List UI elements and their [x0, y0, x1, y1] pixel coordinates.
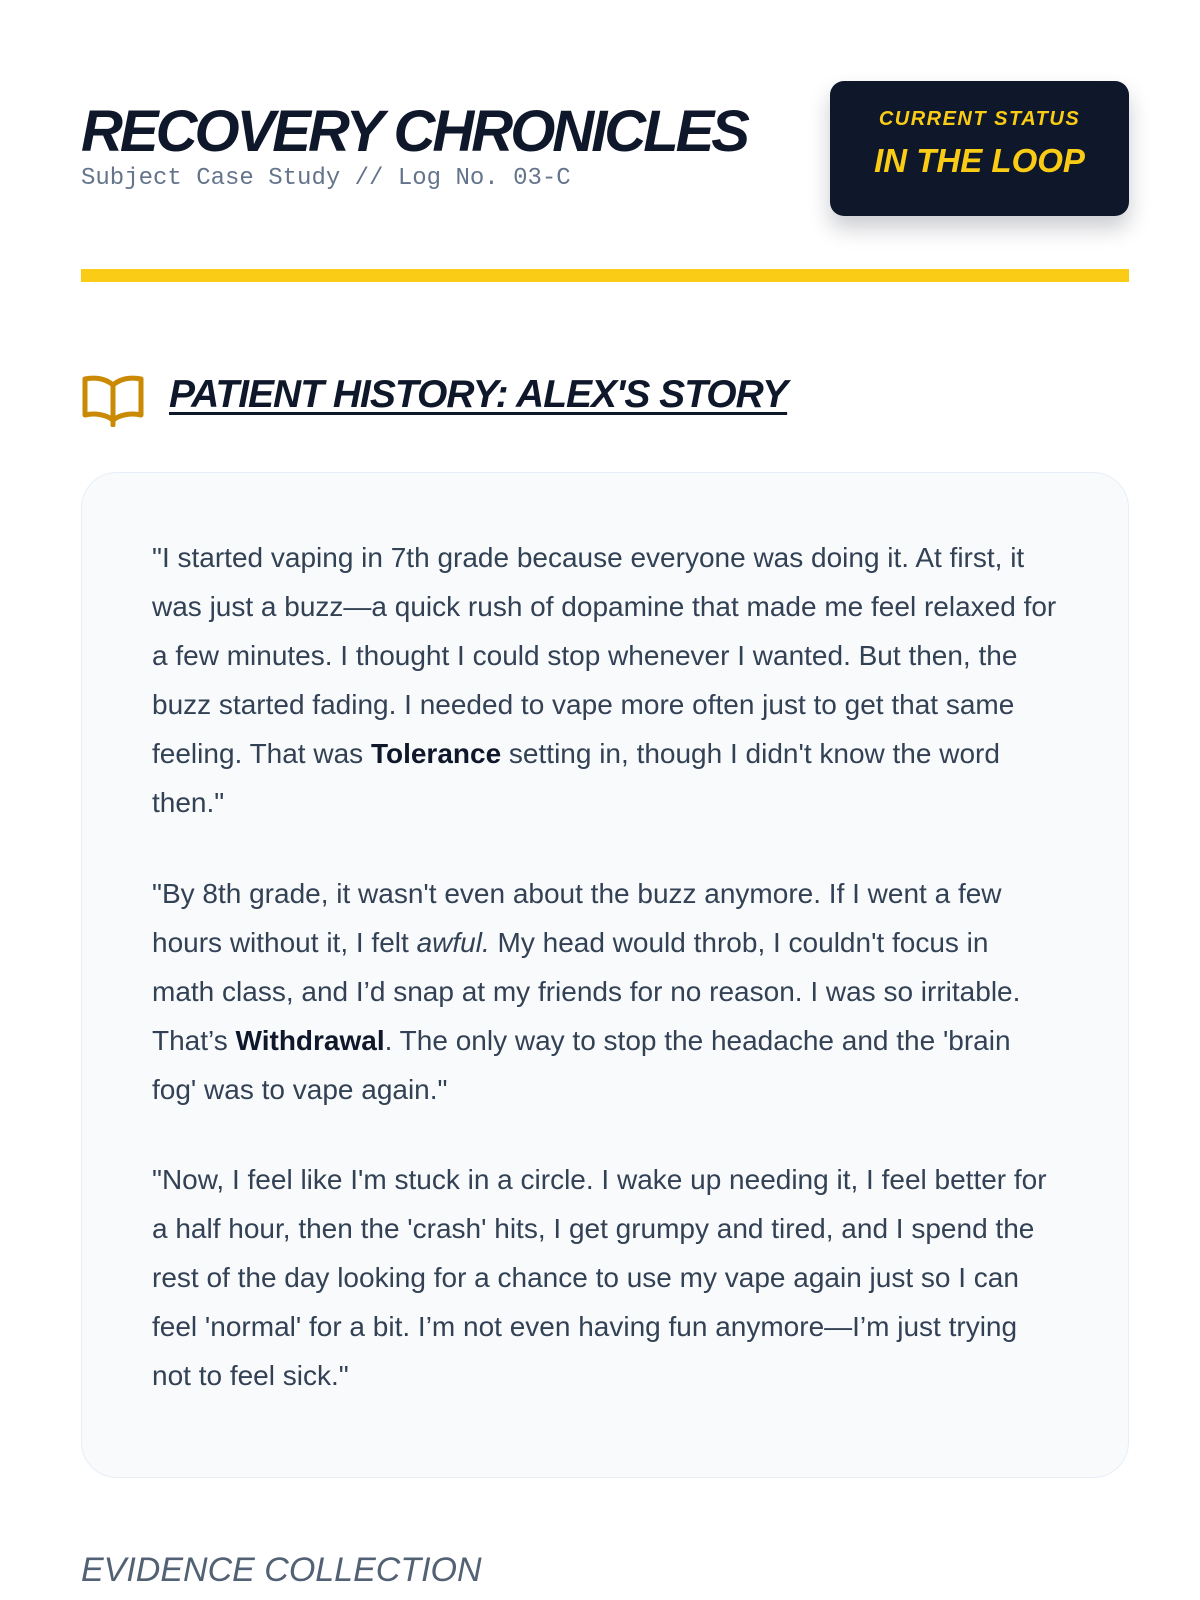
paragraph-text: "I started vaping in 7th grade because everyone was doing it. At first, it was just a buzz—a quick rush of dopamine that made me feel relaxed for a few minutes. I thought I could stop whenever I wanted. But then, the buzz started fading. I needed to vape more often just to get that same feeling. That was	[152, 542, 1057, 769]
emphasized-word: awful.	[416, 927, 490, 958]
section-title: PATIENT HISTORY: ALEX'S STORY	[169, 373, 788, 416]
page-header	[81, 81, 1129, 216]
evidence-collection-heading: EVIDENCE COLLECTION	[81, 1551, 482, 1589]
story-paragraph-1	[152, 533, 1057, 827]
story-paragraph-3: "Now, I feel like I'm stuck in a circle. I wake up needing it, I feel better for a half hour, then the 'crash' hits, I get grumpy and tired, and I spend the rest of the day looking for a chance to use my vape again just so I can feel 'normal' for a bit. I’m not even having fun anymore—I’m just trying not to feel sick."	[152, 1164, 1047, 1391]
paragraph-text: "By 8th grade, it wasn't even about the buzz anymore. If I went a few hours without it, I felt	[152, 878, 1002, 958]
paragraph-text: . The only way to stop the headache and the 'brain fog' was to vape again."	[152, 1025, 1011, 1105]
page-title: RECOVERY CHRONICLES	[81, 99, 747, 164]
yellow-divider	[81, 269, 1129, 282]
withdrawal-term: Withdrawal	[235, 1025, 385, 1056]
tolerance-term: Tolerance	[370, 738, 502, 769]
patient-history-heading	[81, 365, 1129, 429]
page-content	[81, 0, 1129, 1600]
story-card	[81, 472, 1129, 1478]
story-paragraph-2	[152, 869, 1057, 1114]
status-card	[830, 81, 1129, 216]
status-value: IN THE LOOP	[874, 142, 1085, 179]
book-open-icon	[81, 369, 145, 427]
paragraph-text: setting in, though I didn't know the word then."	[152, 738, 1000, 818]
case-study-subtitle: Subject Case Study // Log No. 03-C	[81, 165, 571, 192]
status-label: CURRENT STATUS	[878, 108, 1081, 130]
paragraph-text: My head would throb, I couldn't focus in math class, and I’d snap at my friends for no reason. I was so irritable. That’s	[152, 927, 1021, 1056]
